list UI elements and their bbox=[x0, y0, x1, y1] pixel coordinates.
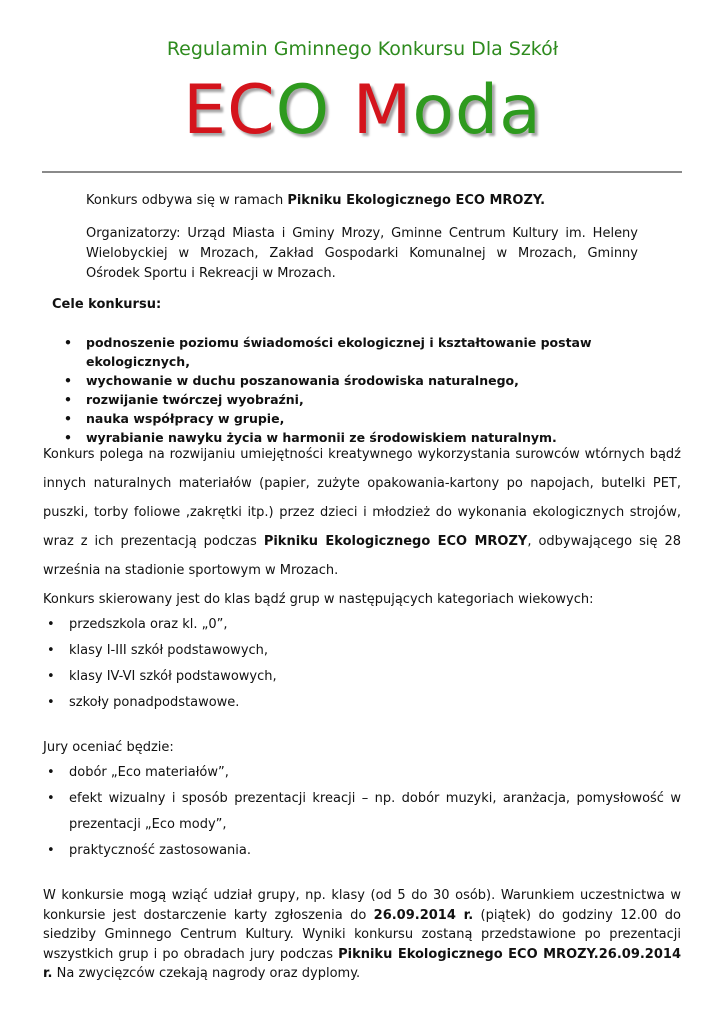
title-part-moda-red: M bbox=[352, 71, 413, 150]
participation-text-3: Na zwycięzców czekają nagrody oraz dyplomy. bbox=[52, 966, 361, 981]
list-item: • praktyczność zastosowania. bbox=[43, 838, 681, 864]
list-item: • wychowanie w duchu poszanowania środowiska naturalnego, bbox=[86, 371, 686, 390]
description-text-end: , odbywającego się 28 września na stadionie sportowym w Mrozach. bbox=[43, 534, 682, 578]
document-title bbox=[0, 68, 725, 154]
list-item: • dobór „Eco materiałów”, bbox=[43, 760, 681, 786]
participation-text-2: (piątek) do godziny 12.00 do siedziby Gminnego Centrum Kultury. Wyniki konkursu zostaną przedstawione po prezentacji wszystkich grup i po obradach jury podczas bbox=[43, 907, 682, 962]
title-part-eco-green: O bbox=[275, 71, 353, 150]
intro-line bbox=[86, 191, 638, 210]
intro-bold-event: Pikniku Ekologicznego ECO MROZY. bbox=[287, 193, 546, 208]
list-item: • podnoszenie poziomu świadomości ekologicznej i kształtowanie postaw ekologicznych, bbox=[86, 333, 686, 371]
participation-paragraph bbox=[43, 886, 681, 984]
description-text: Konkurs polega na rozwijaniu umiejętności kreatywnego wykorzystania surowców wtórnych bądź innych naturalnych materiałów (papier, zużyte opakowania-kartony po napojach, butelki PET, puszki, torby foliowe ,zakrętki itp.) przez dzieci i młodzież do wykonania ekologicznych strojów, wraz z ich prezentacją podczas bbox=[43, 447, 681, 549]
deadline-date: 26.09.2014 r. bbox=[373, 907, 474, 923]
document-subtitle: Regulamin Gminnego Konkursu Dla Szkół bbox=[166, 38, 559, 60]
goals-heading: Cele konkursu: bbox=[52, 297, 162, 312]
list-item: • klasy IV-VI szkół podstawowych, bbox=[43, 664, 681, 690]
list-item: • szkoły ponadpodstawowe. bbox=[43, 690, 681, 716]
categories-heading: Konkurs skierowany jest do klas bądź grup w następujących kategoriach wiekowych: bbox=[43, 592, 594, 607]
horizontal-divider bbox=[42, 171, 682, 173]
list-item: • przedszkola oraz kl. „0”, bbox=[43, 612, 681, 638]
title-part-eco-red: EC bbox=[183, 71, 276, 150]
list-item: • klasy I-III szkół podstawowych, bbox=[43, 638, 681, 664]
list-item: • efekt wizualny i sposób prezentacji kreacji – np. dobór muzyki, aranżacja, pomysłowość w prezentacji „Eco mody”, bbox=[43, 786, 681, 838]
goals-list bbox=[86, 333, 686, 447]
list-item: • wyrabianie nawyku życia w harmonii ze środowiskiem naturalnym. bbox=[86, 428, 686, 447]
list-item: • nauka współpracy w grupie, bbox=[86, 409, 686, 428]
title-part-moda-green: oda bbox=[412, 71, 542, 150]
jury-heading: Jury oceniać będzie: bbox=[43, 740, 174, 755]
description-paragraph bbox=[43, 440, 681, 585]
intro-text: Konkurs odbywa się w ramach bbox=[86, 193, 288, 208]
event-name-date: Pikniku Ekologicznego ECO MROZY.26.09.2014 r. bbox=[43, 946, 681, 981]
organizers-paragraph: Organizatorzy: Urząd Miasta i Gminy Mrozy, Gminne Centrum Kultury im. Heleny Wielobyckiej w Mrozach, Zakład Gospodarki Komunalnej w Mrozach, Gminny Ośrodek Sportu i Rekreacji w Mrozach. bbox=[86, 226, 638, 281]
list-item: • rozwijanie twórczej wyobraźni, bbox=[86, 390, 686, 409]
categories-list bbox=[43, 612, 681, 716]
jury-list bbox=[43, 760, 681, 864]
participation-text: W konkursie mogą wziąć udział grupy, np. klasy (od 5 do 30 osób). Warunkiem uczestnictwa w konkursie jest dostarczenie karty zgłoszenia do bbox=[43, 888, 681, 923]
description-bold-event: Pikniku Ekologicznego ECO MROZY bbox=[263, 534, 528, 549]
